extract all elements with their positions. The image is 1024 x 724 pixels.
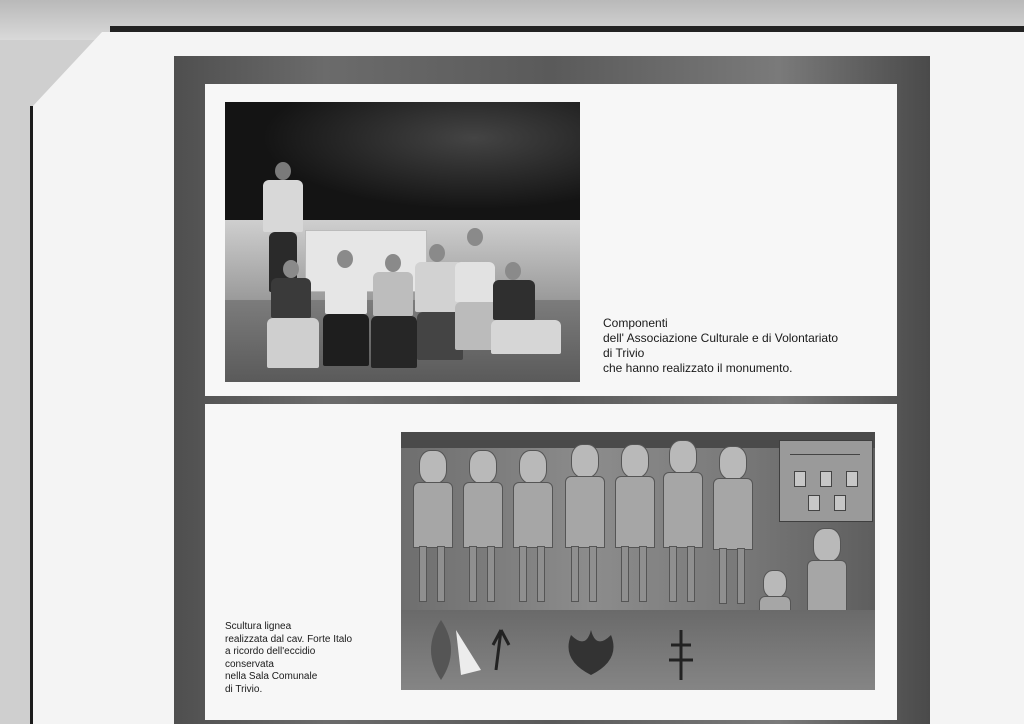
top-caption xyxy=(603,316,893,376)
bottom-caption-line: realizzata dal cav. Forte Italo xyxy=(225,633,353,645)
top-caption-line: che hanno realizzato il monumento. xyxy=(603,361,793,375)
bottom-caption-line: nella Sala Comunale xyxy=(225,671,318,682)
group-photo xyxy=(225,102,580,382)
bottom-caption-line: Scultura lignea xyxy=(225,621,292,632)
wood-sculpture-photo xyxy=(401,432,875,690)
bottom-caption-line: conservata xyxy=(225,658,274,670)
bottom-caption-line: di Trivio. xyxy=(225,683,263,695)
relief-base xyxy=(401,610,875,690)
paper-left-edge xyxy=(30,106,33,724)
paper-edge xyxy=(110,26,1024,32)
bottom-caption-line: a ricordo dell'eccidio xyxy=(225,646,316,657)
bottom-caption xyxy=(225,621,395,696)
relief-building xyxy=(779,440,873,522)
top-caption-line: dell' Associazione Culturale e di Volontariato xyxy=(603,331,839,345)
relief-flowers xyxy=(401,610,875,690)
top-caption-line: di Trivio xyxy=(603,346,645,360)
top-caption-line: Componenti xyxy=(603,316,668,330)
